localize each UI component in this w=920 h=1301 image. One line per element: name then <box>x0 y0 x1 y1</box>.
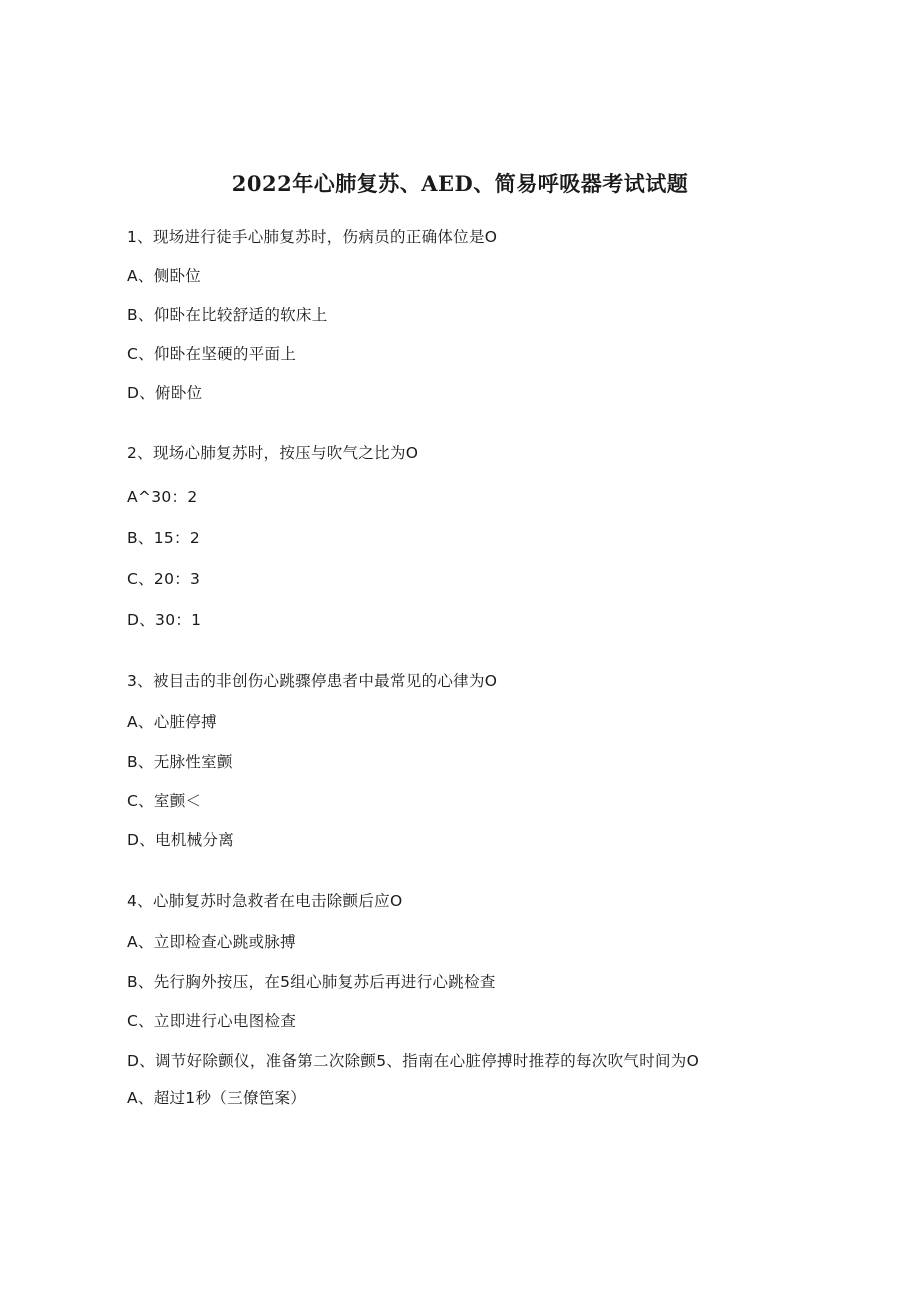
option-b: B、15：2 <box>127 529 201 547</box>
option-a: A、立即检查心跳或脉搏 <box>127 933 296 951</box>
option-d: D、调节好除颤仪，准备第二次除颤5、指南在心脏停搏时推荐的每次吹气时间为O <box>127 1052 700 1070</box>
page-title: 2022年心肺复苏、AED、简易呼吸器考试试题 <box>231 171 689 196</box>
option-b: B、先行胸外按压，在5组心肺复苏后再进行心跳检查 <box>127 973 496 991</box>
question-text: 4、心肺复苏时急救者在电击除颤后应O <box>127 892 403 910</box>
option-b: B、无脉性室颤 <box>127 753 233 771</box>
option-d: D、30：1 <box>127 611 202 629</box>
option-c: C、室颤＜ <box>127 792 202 810</box>
option-b: B、仰卧在比较舒适的软床上 <box>127 306 328 324</box>
option-d: D、俯卧位 <box>127 384 203 402</box>
option-d: D、电机械分离 <box>127 831 235 849</box>
question-text: 1、现场进行徒手心肺复苏时，伤病员的正确体位是O <box>127 228 498 246</box>
option-c: C、立即进行心电图检查 <box>127 1012 297 1030</box>
option-c: C、仰卧在坚硬的平面上 <box>127 345 297 363</box>
option-a: A、侧卧位 <box>127 267 202 285</box>
option-c: C、20：3 <box>127 570 201 588</box>
option-a: A^30：2 <box>127 488 198 506</box>
option-a: A、超过1秒（三僚笆案） <box>127 1089 307 1107</box>
option-a: A、心脏停搏 <box>127 713 217 731</box>
question-text: 2、现场心肺复苏时，按压与吹气之比为O <box>127 444 419 462</box>
question-text: 3、被目击的非创伤心跳骤停患者中最常见的心律为O <box>127 672 498 690</box>
